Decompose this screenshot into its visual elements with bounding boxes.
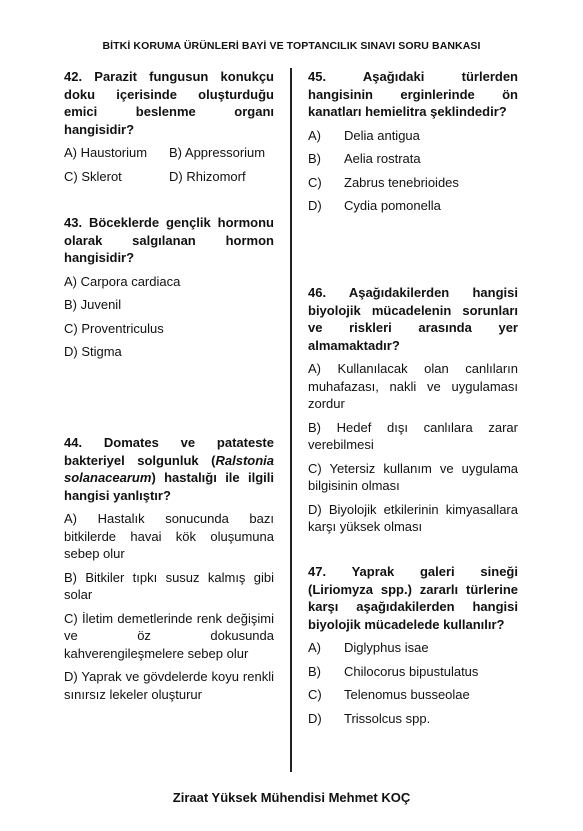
question-45-option-a: A) Delia antigua [308, 127, 420, 143]
question-46-option-a: A) Kullanılacak olan canlıların muhafazası, nakli ve uygulaması zordur [308, 361, 518, 411]
question-47-text: 47. Yaprak galeri sineği (Liriomyza spp.) zararlı türlerine karşı aşağıdakilerden hangisi biyolojik mücadelede kullanılır? [308, 564, 518, 632]
question-46-option-c: C) Yetersiz kullanım ve uygulama bilgisinin olması [308, 460, 518, 493]
question-46 [308, 284, 518, 536]
question-46-text: 46. Aşağıdakilerden hangisi biyolojik mücadelenin sorunları ve riskleri arasında yer almamaktadır? [308, 285, 518, 353]
question-47-option-d: D) Trissolcus spp. [308, 710, 431, 726]
question-43-text: 43. Böceklerde gençlik hormonu olarak salgılanan hormon hangisidir? [64, 215, 274, 265]
question-42 [64, 68, 274, 185]
question-42-option-c: C) Sklerot [64, 168, 122, 184]
question-43-option-d: D) Stigma [64, 344, 122, 359]
question-42-option-d: D) Rhizomorf [169, 168, 246, 184]
question-42-option-a: A) Haustorium [64, 145, 148, 160]
question-44 [64, 434, 274, 703]
page-header: BİTKİ KORUMA ÜRÜNLERİ BAYİ VE TOPTANCILIK SINAVI SORU BANKASI [102, 40, 481, 52]
question-43-option-a: A) Carpora cardiaca [64, 273, 181, 289]
question-42-text: 42. Parazit fungusun konukçu doku içerisinde oluşturduğu emici beslenme organı hangisidir? [64, 69, 274, 137]
question-45 [308, 68, 518, 215]
question-44-species: Ralstonia solanacearum [64, 452, 274, 485]
question-45-option-d: D) Cydia pomonella [308, 198, 441, 213]
column-divider [290, 68, 292, 772]
question-45-option-b: B) Aelia rostrata [308, 151, 421, 166]
question-47-option-c: C) Telenomus busseolae [308, 687, 470, 702]
question-45-text: 45. Aşağıdaki türlerden hangisinin erginlerinde ön kanatları hemielitra şeklindedir? [308, 69, 518, 119]
question-42-option-b: B) Appressorium [169, 145, 266, 160]
question-43-option-b: B) Juvenil [64, 297, 122, 312]
question-44-text: 44. Domates ve patateste bakteriyel solgunluk (Ralstonia solanacearum) hastalığı ile ilgili hangisi yanlıştır? [64, 435, 274, 503]
question-47-option-a: A) Diglyphus isae [308, 640, 429, 655]
question-43 [64, 214, 274, 361]
question-46-option-d: D) Biyolojik etkilerinin kimyasallara karşı yüksek olması [308, 501, 518, 534]
question-44-option-b: B) Bitkiler tıpkı susuz kalmış gibi solar [64, 569, 274, 602]
question-46-option-b: B) Hedef dışı canlılara zarar verebilmesi [308, 419, 518, 452]
question-47 [308, 563, 518, 727]
question-45-option-c: C) Zabrus tenebrioides [308, 174, 459, 190]
question-44-option-d: D) Yaprak ve gövdelerde koyu renkli sınırsız lekeler oluşturur [64, 669, 274, 702]
question-44-option-c: C) İletim demetlerinde renk değişimi ve öz dokusunda kahverengileşmelere sebep olur [64, 610, 274, 661]
question-47-option-b: B) Chilocorus bipustulatus [308, 663, 479, 679]
question-43-option-c: C) Proventriculus [64, 320, 164, 336]
question-44-option-a: A) Hastalık sonucunda bazı bitkilerde havai kök oluşumuna sebep olur [64, 511, 274, 561]
page-footer: Ziraat Yüksek Mühendisi Mehmet KOÇ [172, 790, 411, 805]
